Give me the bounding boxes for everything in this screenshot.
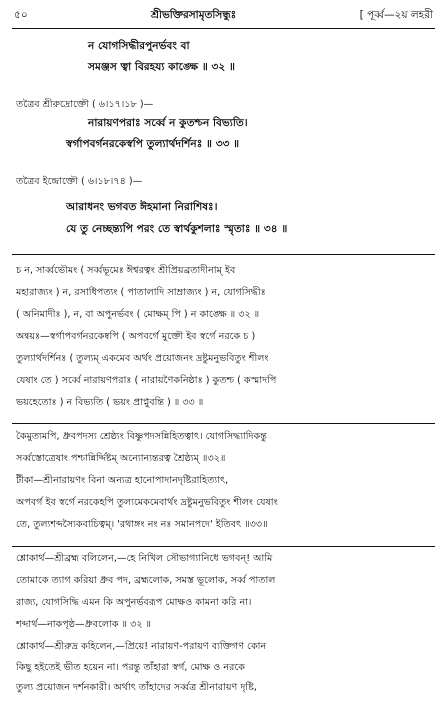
commentary-line: ( অনিমাদীঃ ), ন, বা অপুনর্ভবং ( মোক্ষম্ পি ) ন কাঙ্ক্ষে ॥ ৩২ ॥ (16, 309, 260, 320)
commentary-line: তে, তুল্যশব্দস্যৈকবাচিত্বম্। 'রথাঙ্গং নং নঃ সমানপদে' ইতিবৎ ॥৩৩॥ (16, 519, 268, 530)
commentary-line: টীকা—শ্রীনারায়ণং বিনা অন্যত্র হানোপাদানদৃষ্টিরাহিত্যাৎ, (16, 475, 229, 486)
commentary-line: সর্ব্বস্তোত্রেষাং পশ্চান্নির্দ্দিষ্টম্ অন্যোন্যন্তরত্ব শ্রৈষ্ঠ্যম্ ॥৩২॥ (16, 453, 226, 464)
section-rule (12, 423, 435, 424)
commentary-line: কৈমুত্যমপি, ধ্রুবপদস্য শ্রেষ্ঠ্যং বিষ্ণুপদসন্নিহিতত্বাৎ। যোগসিদ্ধ্যাদিকন্তু (16, 431, 267, 442)
translation-line: রাজ্য, যোগসিদ্ধি এমন কি অপুনর্ভবরূপ মোক্ষও কামনা করি না। (16, 597, 252, 608)
verse-line: স্বর্গাপবর্গনরকেস্বপি তুল্যার্থদর্শিনঃ ॥ ৩৩ ॥ (66, 138, 240, 150)
translation-line: তোমাকে ত্যাগ করিয়া ধ্রুব পদ, ব্রহ্মলোক, সমস্ত ভূলোক, সর্ব্ব পাতাল (16, 575, 276, 586)
verse-line: সমঞ্জস ত্বা বিরহয্য কাঙ্ক্ষে ॥ ৩২ ॥ (88, 61, 235, 73)
section-rule (12, 254, 435, 255)
book-title: শ্রীভক্তিরসামৃতসিন্ধুঃ (151, 8, 237, 21)
page-number: ৫০ (14, 8, 28, 21)
translation-line: কিছু হইতেই ভীত হয়েন না। পরন্তু তাঁহারা স্বর্গ, মোক্ষ ও নরকে (16, 662, 245, 673)
section-label: [ পূর্ব্ব—২য় লহরী (359, 8, 433, 21)
header-rule (12, 28, 435, 29)
verse-line: আরাধনং ভগবত ঈহমানা নিরাশিষঃ। (66, 201, 218, 213)
page-header (14, 6, 433, 26)
translation-line: তুল্য প্রয়োজন দর্শনকারী। অর্থাৎ তাঁহাদের সর্ব্বত্র শ্রীনারায়ণ দৃষ্টি, (16, 682, 257, 693)
translation-line: শ্লোকার্থ—শ্রীব্রহ্ম বলিলেন,—হে নিখিল সৌভাগ্যানিধে ভগবন্! আমি (16, 553, 273, 564)
commentary-line: ভয়হেতোঃ ) ন বিভ্যতি ( ভয়ং প্রাপ্নুবন্তি ) ॥ ৩৩ ॥ (16, 397, 204, 408)
verse-line: যে তু নেচ্ছন্ত্যপি পরং তে স্বার্থকুশলাঃ স্মৃতাঃ ॥ ৩৪ ॥ (66, 223, 288, 235)
verse-line: ন যোগসিদ্ধীরপুনর্ভবং বা (88, 40, 190, 52)
commentary-line: যেষাং তে ) সর্ব্বে নারায়ণপরাঃ ( নারায়ণৈকনিষ্ঠাঃ ) কুতশ্চ ( কস্মাদপি (16, 375, 277, 386)
verse-reference: তত্রৈব ইন্দ্রোক্তৌ ( ৬।১৮।৭৪ )— (16, 176, 143, 187)
word-meaning-line: শব্দার্থ—নাকপৃষ্ঠ—ধ্রুবলোক ॥ ৩২ ॥ (16, 619, 152, 630)
commentary-line: চ ন, সার্ব্বভৌমং ( সর্ব্বভূমেঃ ঈশ্বরত্বং শ্রীপ্রিয়ব্রতাদীনাম্ ইব (16, 265, 236, 276)
commentary-line: মহারাজ্যং ) ন, রসাধিপত্যং ( পাতালাদি সাম্রাজ্যং ) ন, যোগসিদ্ধীঃ (16, 287, 266, 298)
commentary-line: অপবর্গ ইব স্বর্গে নরকেহপি তুল্যমেকমেবার্থং দ্রষ্টুমনুভবিতুং শীলং যেষাং (16, 497, 278, 508)
section-rule (12, 546, 435, 547)
verse-reference: তত্রৈব শ্রীরুদ্রোক্তৌ ( ৬।১৭।১৮ )— (16, 99, 154, 110)
commentary-line: অন্বয়ঃ—স্বর্গাপবর্গনরকেষ্বপি ( অপবর্গে মুক্তৌ ইব স্বর্গে নরকে চ ) (16, 331, 256, 342)
verse-line: নারায়ণপরাঃ সর্ব্বে ন কুতশ্চন বিভ্যতি। (88, 117, 248, 129)
commentary-line: তুল্যার্থদর্শিনঃ ( তুল্যম্ একমেব অর্থং প্রয়োজনং দ্রষ্টুমনুভবিতুং শীলং (16, 353, 269, 364)
translation-line: শ্লোকার্থ—শ্রীরুদ্র কহিলেন,—প্রিয়ে! নারায়ণ-পরায়ণ ব্যক্তিগণ কোন (16, 641, 267, 652)
